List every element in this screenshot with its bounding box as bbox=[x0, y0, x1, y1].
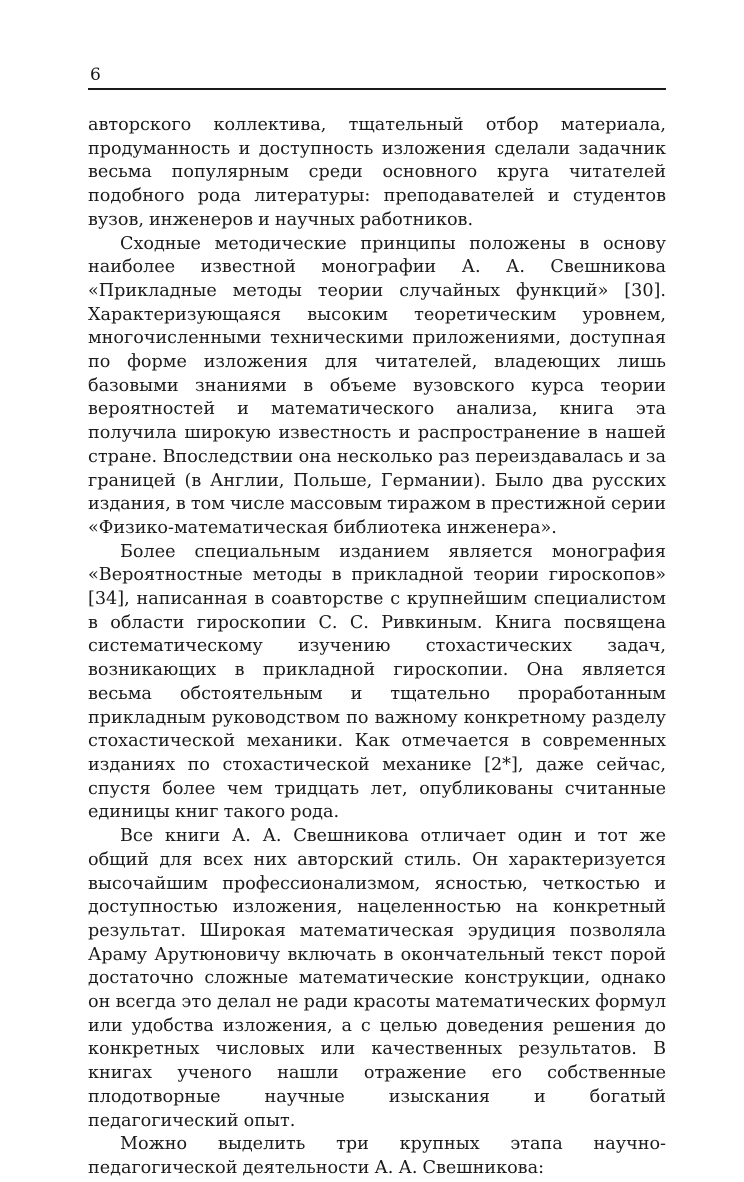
paragraph-three-stages: Можно выделить три крупных этапа научно-педагогической деятельности А. А. Свешникова: bbox=[88, 1134, 666, 1178]
body-text bbox=[88, 114, 666, 1181]
paragraph-gyroscopes-monograph: Более специальным изданием является монография «Вероятностные методы в прикладной теории гироскопов» [34], написанная в соавторстве с крупнейшим специалистом в области гироскопии С. С. Ривкиным. Книга посвящена систематическому изучению стохастических задач, возникающих в прикладной гироскопии. Она является весьма обстоятельным и тщательно проработанным прикладным руководством по важному конкретному разделу стохастической механики. Как отмечается в современных изданиях по стохастической механике [2*], даже сейчас, спустя более чем тридцать лет, опубликованы считанные единицы книг такого рода. bbox=[88, 541, 666, 823]
paragraph-authors-style: Все книги А. А. Свешникова отличает один и тот же общий для всех них авторский стиль. Он характеризуется высочайшим профессионализмом, ясностью, четкостью и доступностью изложения, нацеленностью на конкретный результат. Широкая математическая эрудиция позволяла Араму Арутюновичу включать в окончательный текст порой достаточно сложные математические конструкции, однако он всегда это делал не ради красоты математических формул или удобства изложения, а с целью доведения решения до конкретных числовых или качественных результатов. В книгах ученого нашли отражение его собственные плодотворные научные изыскания и богатый педагогический опыт. bbox=[88, 826, 666, 1131]
header-rule bbox=[88, 88, 666, 90]
paragraph-continuation: авторского коллектива, тщательный отбор материала, продуманность и доступность изложения сделали задачник весьма популярным среди основного круга читателей подобного рода литературы: преподавателей и студентов вузов, инженеров и научных работников. bbox=[88, 115, 666, 230]
book-page bbox=[88, 64, 666, 1181]
paragraph-applied-methods: Сходные методические принципы положены в основу наиболее известной монографии А. А. Свешникова «Прикладные методы теории случайных функций» [30]. Характеризующаяся высоким теоретическим уровнем, многочисленными техническими приложениями, доступная по форме изложения для читателей, владеющих лишь базовыми знаниями в объеме вузовского курса теории вероятностей и математического анализа, книга эта получила широкую известность и распространение в нашей стране. Впоследствии она несколько раз переиздавалась и за границей (в Англии, Польше, Германии). Было два русских издания, в том числе массовым тиражом в престижной серии «Физико-математическая библиотека инженера». bbox=[88, 233, 666, 538]
page-number: 6 bbox=[90, 65, 101, 85]
